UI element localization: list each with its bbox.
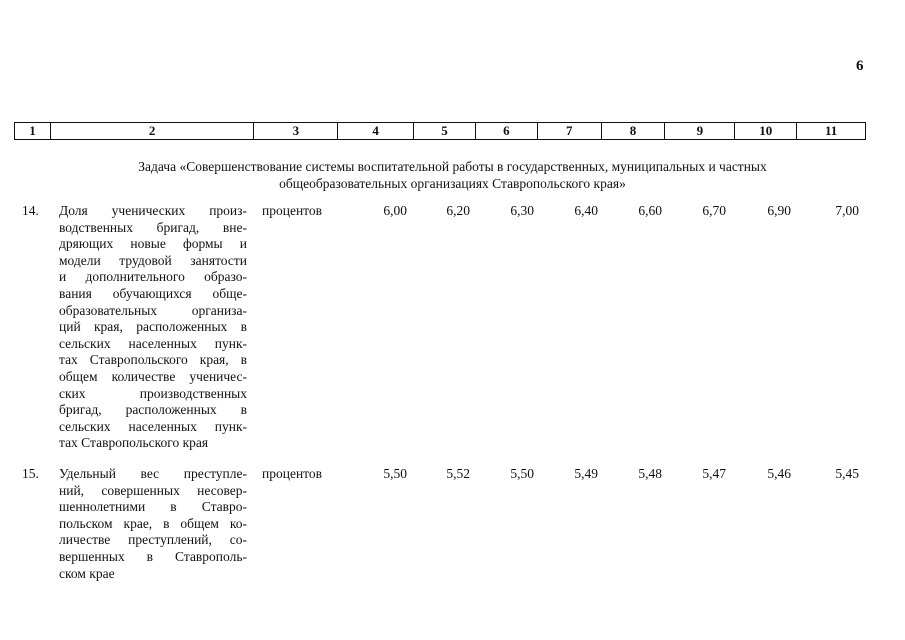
value-col-11: 5,45 [835, 466, 859, 481]
value-col-5: 6,20 [446, 203, 470, 218]
description-line: тах Ставропольского края, в [59, 352, 247, 368]
header-col-6: 6 [476, 123, 538, 139]
value-col-4: 6,00 [383, 203, 407, 218]
description-line: и дополнительного образо- [59, 269, 247, 285]
row-number: 14. [22, 203, 39, 218]
value-col-10: 6,90 [767, 203, 791, 218]
description-line: ском крае [59, 565, 115, 581]
description-line: польском крае, в общем ко- [59, 515, 247, 531]
description-line: модели трудовой занятости [59, 252, 247, 268]
description-line: Доля ученических произ- [59, 203, 247, 218]
value-col-4: 5,50 [383, 466, 407, 481]
description-line: дряющих новые формы и [59, 236, 247, 252]
row-number: 15. [22, 466, 39, 481]
task-title-line-1: Задача «Совершенствование системы воспитательной работы в государственных, муниципальных и частных [138, 159, 767, 174]
description-line: тах Ставропольского края [59, 435, 209, 451]
description-line: бригад, расположенных в [59, 402, 247, 418]
description-line: ций края, расположенных в [59, 319, 247, 335]
header-col-5: 5 [414, 123, 476, 139]
column-number-header [14, 122, 866, 140]
header-col-7: 7 [538, 123, 602, 139]
header-col-11: 11 [824, 123, 838, 138]
value-col-10: 5,46 [767, 466, 791, 481]
page-number: 6 [856, 58, 864, 74]
value-col-9: 6,70 [702, 203, 726, 218]
row-unit: процентов [262, 203, 323, 218]
description-line: вания обучающихся обще- [59, 285, 247, 301]
header-col-4: 4 [338, 123, 414, 139]
description-line: Удельный вес преступле- [59, 466, 247, 481]
description-line: шеннолетними в Ставро- [59, 499, 247, 515]
value-col-11: 7,00 [835, 203, 859, 218]
description-line: общем количестве ученичес- [59, 368, 247, 384]
task-title-line-2: общеобразовательных организациях Ставропольского края» [279, 176, 626, 191]
header-col-9: 9 [665, 123, 735, 139]
value-col-6: 6,30 [510, 203, 534, 218]
row-description [59, 466, 247, 582]
description-line: личестве преступлений, со- [59, 532, 247, 548]
header-col-3: 3 [254, 123, 338, 139]
description-line: сельских населенных пунк- [59, 418, 247, 434]
value-col-6: 5,50 [510, 466, 534, 481]
header-col-8: 8 [602, 123, 666, 139]
value-col-7: 6,40 [574, 203, 598, 218]
value-col-9: 5,47 [702, 466, 726, 481]
header-col-10: 10 [735, 123, 797, 139]
description-line: ний, совершенных несовер- [59, 482, 247, 498]
value-col-8: 5,48 [638, 466, 662, 481]
description-line: сельских населенных пунк- [59, 335, 247, 351]
header-col-2: 2 [51, 123, 255, 139]
description-line: водственных бригад, вне- [59, 219, 247, 235]
row-description [59, 203, 247, 452]
value-col-8: 6,60 [638, 203, 662, 218]
description-line: вершенных в Ставрополь- [59, 548, 247, 564]
description-line: ских производственных [59, 385, 247, 401]
task-title [40, 158, 865, 192]
header-col-1: 1 [15, 123, 51, 139]
row-unit: процентов [262, 466, 323, 481]
value-col-5: 5,52 [446, 466, 470, 481]
value-col-7: 5,49 [574, 466, 598, 481]
description-line: образовательных организа- [59, 302, 247, 318]
